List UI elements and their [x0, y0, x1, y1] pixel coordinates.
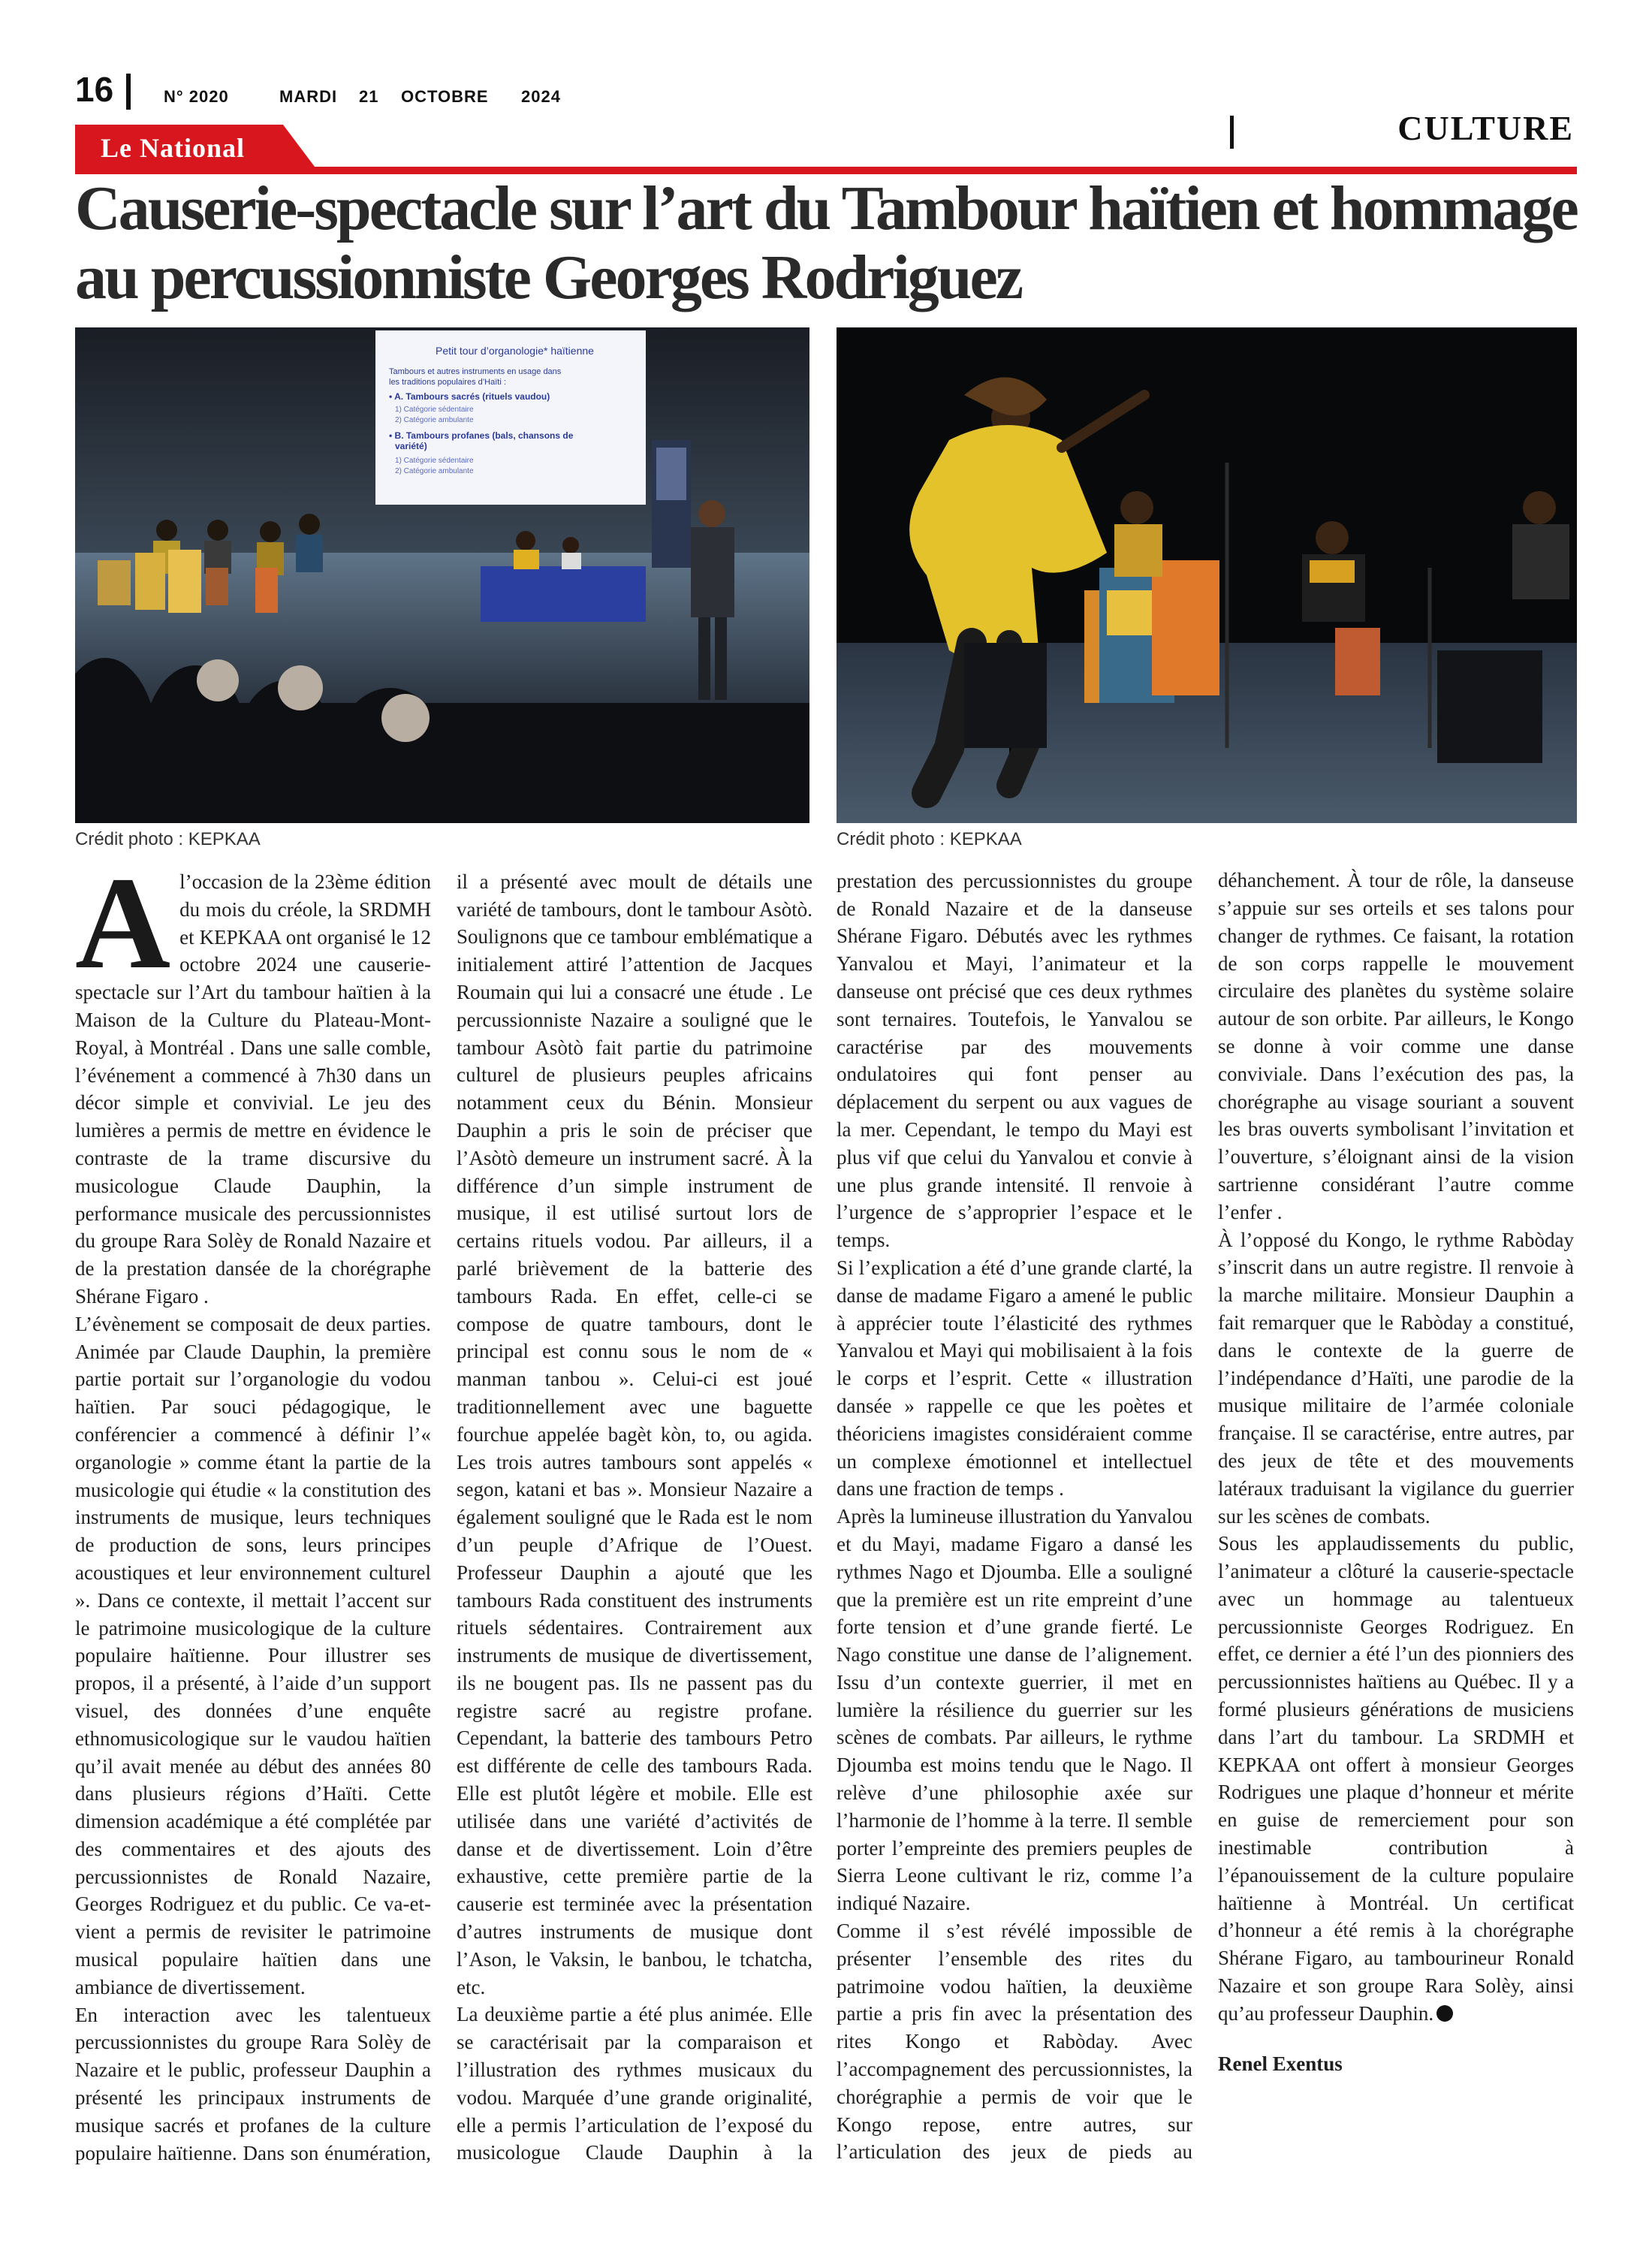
page-number-divider [126, 74, 131, 110]
brand-name: Le National [101, 133, 246, 163]
paragraph: L’évènement se composait de deux parties. Animée par Claude Dauphin, la première partie portait sur l’organologie du vodou haïtien. Par souci pédagogique, le conférencier a commencé à définir l’« organologie » comme étant la partie de la musicologie qui étudie « la constitution des instruments de musique, leurs techniques de production de sons, leurs principes acoustiques et leur environnement culturel ». Dans ce contexte, il mettait l’accent sur le patrimoine musicologique de la culture populaire haïtienne. Pour illustrer ses propos, il a présenté, à l’aide d’un support visuel, des données d’une enquête ethnomusicologique sur le vaudou haïtien qu’il avait menée au début des années 80 dans plusieurs régions d’Haïti. Cette dimension académique a été complétée par des commentaires et des ajouts des percussionnistes de Ronald Nazaire, Georges Rodriguez et du public. Ce va-et-vient a permis de revisiter le patrimoine musical populaire haïtien dans une ambiance de divertissement. [75, 1312, 431, 1998]
article-column-1 [75, 868, 431, 2167]
slide-line: les traditions populaires d’Haïti : [389, 378, 506, 387]
slide-line: Tambours et autres instruments en usage dans [389, 367, 562, 376]
slide-line: • A. Tambours sacrés (rituels vaudou) [389, 391, 550, 402]
paragraph: À l’opposé du Kongo, le rythme Rabòday s’inscrit dans un autre registre. Il renvoie à la marche militaire. Monsieur Dauphin a fait remarquer que le Rabòday a constitué, dans le contexte de la guerre de l’indépendance d’Haïti, une parodie de la musique militaire de l’armée coloniale française. Il se caractérise, entre autres, par des jeux de tête et des mouvements latéraux traduisant la vigilance du guerrier sur les scènes de combats. [1218, 1228, 1574, 1528]
paragraph: prestation des percussionnistes du groupe de Ronald Nazaire et de la danseuse Shérane Figaro. Débutés avec les rythmes Yanvalou et Mayi, l’animateur et la danseuse ont précisé que ces deux rythmes sont ternaires. Toutefois, le Yanvalou se caractérise par des mouvements ondulatoires qui font penser au déplacement du serpent ou aux vagues de la mer. Cependant, le tempo du Mayi est plus vif que celui du Yanvalou et convie à une plus grande intensité. Il renvoie à l’urgence de s’approprier l’espace et le temps. [837, 869, 1192, 1252]
end-of-article-icon [1436, 2005, 1453, 2022]
paragraph-final [1218, 1530, 1574, 2027]
slide-line: 2) Catégorie ambulante [395, 467, 474, 475]
paragraph: Après la lumineuse illustration du Yanvalou et du Mayi, madame Figaro a dansé les rythmes Nago et Djoumba. Elle a souligné que la première est un rite empreint d’une forte tension et d’une grande fierté. Le Nago constitue une danse de l’alignement. Issu d’un contexte guerrier, il met en lumière la résilience du guerrier sur les scènes de combats. Par ailleurs, le rythme Djoumba est moins tendu que le Nago. Il relève d’une philosophie axée sur l’harmonie de l’homme à la terre. Il semble porter l’empreinte des premiers peuples de Sierra Leone cultivant le riz, comme l’a indiqué Nazaire. [837, 1505, 1192, 1915]
article-headline: Causerie-spectacle sur l’art du Tambour haïtien et hommage au percussionniste Georges Rodriguez [75, 173, 1577, 312]
date-weekday: MARDI [279, 87, 338, 106]
paragraph: En interaction avec les talentueux percussionnistes du groupe Rara Solèy de Nazaire et le public, professeur Dauphin a présenté les principaux instruments de musique sacrés et profanes de la culture populaire haïtienne. Dans son énumération, [75, 2003, 431, 2164]
date-month: OCTOBRE [401, 87, 489, 106]
article-column-4 [1218, 868, 1574, 2167]
paragraph-text: l’occasion de la 23ème édition du mois du créole, la SRDMH et KEPKAA ont organisé le 12 octobre 2024 une causerie-spectacle sur l’Art du tambour haïtien à la Maison de la Culture du Plateau-Mont-Royal, à Montréal . Dans une salle comble, l’événement a commencé à 7h30 dans un décor simple et convivial. Le jeu des lumières a permis de mettre en évidence le contraste de la trame discursive du musicologue Claude Dauphin, la performance musicale des percussionnistes du groupe Rara Solèy de Ronald Nazaire et de la prestation dansée de la chorégraphe Shérane Figaro . [75, 870, 431, 1307]
slide-line: 2) Catégorie ambulante [395, 416, 474, 424]
author-byline: Renel Exentus [1218, 2052, 1343, 2075]
slide-line: 1) Catégorie sédentaire [395, 406, 474, 414]
paragraph: La deuxième partie a été plus animée. Elle se caractérisait par la comparaison et l’illustration des rythmes musicaux du vodou. Marquée d’une grande originalité, elle a permis l’articulation de l’exposé du musicologue Claude Dauphin à la [457, 2003, 812, 2164]
article-column-3 [837, 868, 1192, 2167]
paragraph: déhanchement. À tour de rôle, la danseuse s’appuie sur ses orteils et ses talons pour changer de rythmes. Ce faisant, la rotation de son corps rappelle le mouvement circulaire des planètes du système solaire autour de son orbite. Par ailleurs, le Kongo se donne à voir comme une danse conviviale. Dans l’exécution des pas, la chorégraphe au visage souriant a souvent les bras ouverts symbolisant l’invitation et l’ouverture, s’éloignant ainsi de la vision sartrienne considérant l’autre comme l’enfer . [1218, 869, 1574, 1223]
slide-line: • B. Tambours profanes (bals, chansons de [389, 430, 574, 441]
slide-line: variété) [395, 441, 427, 451]
paragraph: il a présenté avec moult de détails une variété de tambours, dont le tambour Asòtò. Soulignons que ce tambour emblématique a initialement attiré l’attention de Jacques Roumain qui lui a consacré une étude . Le percussionniste Nazaire a souligné que le tambour Asòtò fait partie du patrimoine culturel de plusieurs peuples africains notamment ceux du Bénin. Monsieur Dauphin a pris le soin de préciser que l’Asòtò demeure un instrument sacré. À la différence d’un simple instrument de musique, il est utilisé surtout lors de certains rituels vodou. Par ailleurs, il a parlé brièvement de la batterie des tambours Rada. En effet, celle-ci se compose de quatre tambours, dont le principal est connu sous le nom de « manman tanbou ». Celui-ci est joué traditionnellement avec une baguette fourchue appelée bagèt kòn, to, ou agida. Les trois autres tambours sont appelés « segon, katani et bas ». Monsieur Nazaire a également souligné que le Rada est le nom d’un peuple d’Afrique de l’Ouest. Professeur Dauphin a ajouté que les tambours Rada constituent des instruments rituels sédentaires. Contrairement aux instruments de musique de divertissement, ils ne bougent pas. Ils ne passent pas du registre sacré au registre profane. Cependant, la batterie des tambours Petro est différente de celle des tambours Rada. Elle est plutôt légère et mobile. Elle est utilisée dans une variété d’activités de danse et de divertissement. Loin d’être exhaustive, cette première partie de la causerie est terminée avec la présentation d’autres instruments de musique dont l’Ason, le Vaksin, le banbou, le tchatcha, etc. [457, 870, 812, 1998]
photo-lecture-stage [75, 327, 809, 823]
date-day: 21 [359, 87, 379, 106]
photo-dance-performance [837, 327, 1577, 823]
section-title: CULTURE [1397, 109, 1574, 147]
paragraph-text: Sous les applaudissements du public, l’animateur a clôturé la causerie-spectacle avec un hommage au talentueux percussionniste Georges Rodriguez. En effet, ce dernier a été l’un des pionniers des percussionnistes haïtiens au Québec. Il y a formé plusieurs générations de musiciens dans l’art du tambour. La SRDMH et KEPKAA ont offert à monsieur Georges Rodrigues une plaque d’honneur et mérite en guise de remerciement pour son inestimable contribution à l’épanouissement de la culture populaire haïtienne à Montréal. Un certificat d’honneur a été remis à la chorégraphe Shérane Figaro, au tambourineur Ronald Nazaire et son groupe Rara Solèy, ainsi qu’au professeur Dauphin. [1218, 1532, 1574, 2025]
issue-number: N° 2020 [164, 87, 229, 106]
date-year: 2024 [521, 87, 561, 106]
article-column-2 [457, 868, 812, 2167]
slide-line: 1) Catégorie sédentaire [395, 457, 474, 465]
slide-title: Petit tour d’organologie* haïtienne [436, 345, 594, 357]
page-number: 16 [75, 70, 114, 109]
projection-slide [375, 330, 646, 505]
paragraph-intro [75, 868, 431, 1310]
drop-cap: A [75, 868, 171, 997]
paragraph: Si l’explication a été d’une grande clarté, la danse de madame Figaro a amené le public à apprécier toute l’élasticité des rythmes Yanvalou et Mayi qui mobilisaient à la fois le corps et l’esprit. Cette « illustration dansée » rappelle ce que les poètes et théoriciens imagistes considéraient comme un complexe émotionnel et intellectuel dans une fraction de temps . [837, 1256, 1192, 1500]
photo-credit: Crédit photo : KEPKAA [837, 829, 1022, 849]
paragraph: Comme il s’est révélé impossible de présenter l’ensemble des rites du patrimoine vodou haïtien, la deuxième partie a pris fin avec la présentation des rites Kongo et Rabòday. Avec l’accompagnement des percussionnistes, la chorégraphie a permis de voir que le Kongo repose, entre autres, sur l’articulation des jeux de pieds au [837, 1920, 1192, 2164]
photo-credit: Crédit photo : KEPKAA [75, 829, 261, 849]
section-divider [1230, 116, 1234, 149]
